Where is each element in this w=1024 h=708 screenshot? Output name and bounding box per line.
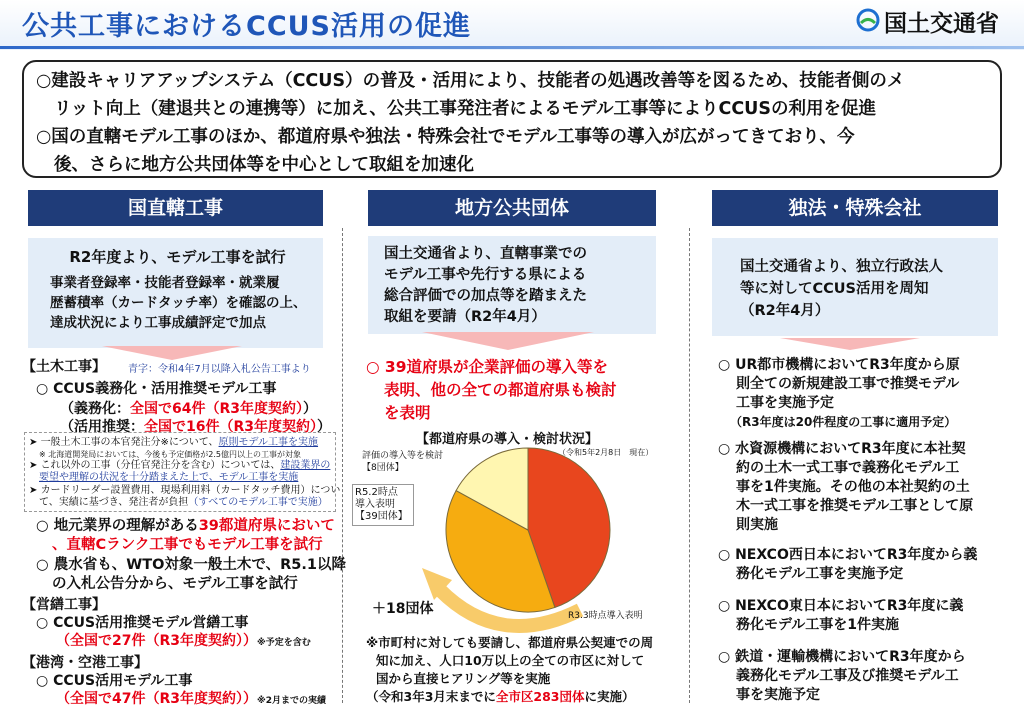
building-label: 【営繕工事】: [22, 597, 106, 613]
local-box-line: 国土交通省より、直轄事業での: [384, 246, 587, 262]
civil-label: 【土木工事】: [22, 359, 106, 375]
agency-railway-line: 義務化モデル工事及び推奨モデル工: [736, 668, 959, 684]
label-r52-line: 導入表明: [355, 499, 395, 510]
direct-box-line: 歴蓄積率（カードタッチ率）を確認の上、: [50, 295, 307, 311]
arrow-bullet-icon: ➤: [29, 437, 41, 448]
local-note-line: 知に加え、人口10万以上の全ての市区に対して: [376, 653, 645, 668]
agency-nexco-east-line: ○ NEXCO東日本においてR3年度に義: [718, 598, 964, 614]
civil-bullet-3-cont: [39, 497, 328, 509]
port-label: 【港湾・空港工事】: [22, 655, 148, 671]
agency-water-line: 事を1件実施。その他の本社契約の土: [736, 479, 970, 495]
agency-water-line: 約の土木一式工事で義務化モデル工: [736, 460, 960, 476]
local-note: [366, 634, 653, 706]
agency-water: [718, 440, 973, 535]
summary-line-2a: ○国の直轄モデル工事のほか、都道府県や独法・特殊会社でモデル工事等の導入が広がってきており、今: [36, 127, 855, 147]
local-note-line: ※市町村に対しても要請し、都道府県公契連での周: [366, 635, 654, 650]
down-arrow-icon: [780, 338, 920, 350]
summary-line-1b: リット向上（建退共との連携等）に加え、公共工事発注者によるモデル工事等によりCCUSの利用を促進: [54, 99, 876, 119]
building-item: ○ CCUS活用推奨モデル営繕工事: [36, 615, 249, 631]
label-r52: [352, 484, 414, 526]
agency-nexco-east-line: 務化モデル工事を1件実施: [736, 617, 900, 633]
agency-box: [712, 238, 998, 336]
local-note-line: 国から直接ヒアリング等を実施: [376, 671, 551, 686]
down-arrow-icon: [102, 346, 242, 360]
summary-box: [22, 60, 1002, 178]
column-heading-agency: 独法・特殊会社: [712, 190, 998, 226]
local-highlight-line: ○ 39道府県が企業評価の導入等を: [366, 358, 608, 376]
text: 全国で64件（R3年度契約）: [130, 401, 304, 417]
agency-ur-line: ○ UR都市機構においてR3年度から原: [718, 357, 960, 373]
text: （全国で27件（R3年度契約））: [56, 633, 258, 649]
text: （全国で47件（R3年度契約））: [56, 691, 258, 707]
text: ※2月までの実績: [257, 696, 327, 706]
agency-water-line: 則実施: [736, 517, 778, 533]
agency-box-line: （R2年4月）: [740, 303, 830, 319]
arrow-bullet-icon: ➤: [29, 485, 41, 496]
agency-railway: [718, 648, 966, 705]
agency-nexco-west-line: ○ NEXCO西日本においてR3年度から義: [718, 547, 978, 563]
local-industry-line-1: [36, 514, 335, 535]
maff-line-2: の入札公告分から、モデル工事を試行: [52, 576, 298, 592]
local-highlight-line: を表明: [384, 404, 431, 422]
text: 全国で16件（R3年度契約）: [144, 419, 318, 435]
direct-box: [28, 238, 323, 348]
header-underline: [0, 46, 1024, 49]
text: ※予定を含む: [257, 638, 311, 648]
port-item: ○ CCUS活用モデル工事: [36, 673, 193, 689]
text: 原則モデル工事を実施: [218, 437, 319, 448]
label-r52-line: R5.2時点: [355, 487, 398, 498]
text: （令和3年3月末までに: [366, 689, 496, 704]
label-r33: R3.3時点導入表明: [568, 611, 643, 621]
civil-bullet-1-note: ※ 北海道開発局においては、今後も予定価格が2.5億円以上の工事が対象: [39, 450, 301, 459]
text: 全市区283団体: [495, 689, 585, 704]
local-highlight: [366, 356, 617, 425]
civil-mandatory-count: [60, 398, 317, 418]
summary-line-2b: 後、さらに地方公共団体等を中心として取組を加速化: [54, 155, 474, 175]
agency-railway-line: ○ 鉄道・運輸機構においてR3年度から: [718, 649, 966, 665]
page-title: 公共工事におけるCCUS活用の促進: [22, 11, 471, 42]
agency-nexco-east: [718, 597, 963, 635]
text: 一般土木工事の本官発注分※について、: [40, 437, 219, 448]
civil-bullet-2-cont: 要望や理解の状況を十分踏まえた上で、モデル工事を実施: [39, 472, 299, 483]
agency-railway-line: 事を実施予定: [736, 687, 820, 703]
local-box-line: 取組を要請（R2年4月）: [384, 309, 546, 325]
local-box-line: 総合評価での加点等を踏まえた: [384, 288, 587, 304]
down-arrow-icon: [422, 332, 594, 350]
column-divider: [342, 228, 343, 703]
agency-ur-line: 則全ての新規建設工事で推奨モデル: [736, 376, 960, 392]
local-box: [368, 236, 656, 334]
civil-bullet-3: [29, 485, 340, 497]
label-evaluating-line: 【8団体】: [362, 463, 404, 473]
arrow-bullet-icon: ➤: [29, 460, 41, 471]
maff-line-1: ○ 農水省も、WTO対象一般土木で、R5.1以降: [36, 557, 346, 573]
civil-item: ○ CCUS義務化・活用推奨モデル工事: [36, 381, 277, 397]
agency-ur-line: （R3年度は20件程度の工事に適用予定）: [730, 415, 957, 429]
text: ）: [317, 419, 332, 435]
direct-box-line: 事業者登録率・技能者登録率・就業履: [50, 275, 280, 291]
plus-count: ＋18団体: [372, 601, 434, 617]
agency-nexco-west-line: 務化モデル工事を実施予定: [736, 566, 904, 582]
civil-bullet-1: [29, 437, 318, 449]
text: ）: [303, 401, 318, 417]
agency-box-line: 等に対してCCUS活用を周知: [740, 281, 929, 297]
column-heading-direct: 国直轄工事: [28, 190, 323, 226]
summary-line-1a: ○建設キャリアアップシステム（CCUS）の普及・活用により、技能者の処遇改善等を図るため、技能者側のメ: [36, 71, 905, 91]
text: て、実績に基づき、発注者が負担: [39, 497, 189, 508]
org-logo-text: 国土交通省: [884, 11, 999, 37]
label-r52-line: 【39団体】: [355, 511, 408, 522]
direct-box-line: 達成状況により工事成績評定で加点: [50, 315, 266, 331]
port-count: [56, 688, 326, 708]
civil-note: 青字：令和4年7月以降入札公告工事より: [128, 364, 311, 375]
label-evaluating-line: 評価の導入等を検討: [362, 451, 444, 461]
column-heading-local: 地方公共団体: [368, 190, 656, 226]
local-box-line: モデル工事や先行する県による: [384, 267, 587, 283]
local-note-line: [366, 688, 653, 706]
text: 建設業界の: [280, 460, 331, 471]
agency-water-line: 木一式工事を推奨モデル工事として原: [736, 498, 974, 514]
agency-box-line: 国土交通省より、独立行政法人: [740, 259, 943, 275]
text: （義務化：: [60, 401, 130, 417]
chart-title: 【都道府県の導入・検討状況】: [416, 432, 599, 447]
chart-date: （令和5年2月8日 現在）: [558, 448, 654, 457]
mlit-logo-icon: [856, 8, 880, 32]
label-evaluating: [362, 450, 443, 474]
text: （すべてのモデル工事で実施）: [188, 497, 328, 508]
text: ○ 地元業界の理解がある: [36, 518, 199, 534]
civil-bullet-2: [29, 460, 330, 472]
agency-water-line: ○ 水資源機構においてR3年度に本社契: [718, 441, 966, 457]
text: （活用推奨：: [60, 419, 144, 435]
civil-details-box: [24, 432, 341, 512]
text: カードリーダー設置費用、現場利用料（カードタッチ費用）につい: [40, 485, 341, 496]
building-count: [56, 630, 311, 650]
text: に実施）: [584, 689, 635, 704]
local-highlight-line: 表明、他の全ての都道府県も検討: [384, 381, 617, 399]
agency-nexco-west: [718, 546, 977, 584]
local-industry-line-2: 、直轄Cランク工事でもモデル工事を試行: [52, 537, 323, 553]
text: これ以外の工事（分任官発注分を含む）については、: [40, 460, 281, 471]
agency-ur: [718, 356, 960, 432]
direct-box-title: R2年度より、モデル工事を試行: [69, 248, 286, 266]
text: 39都道府県において: [198, 518, 335, 534]
column-divider: [689, 228, 690, 703]
agency-ur-line: 工事を実施予定: [736, 395, 834, 411]
